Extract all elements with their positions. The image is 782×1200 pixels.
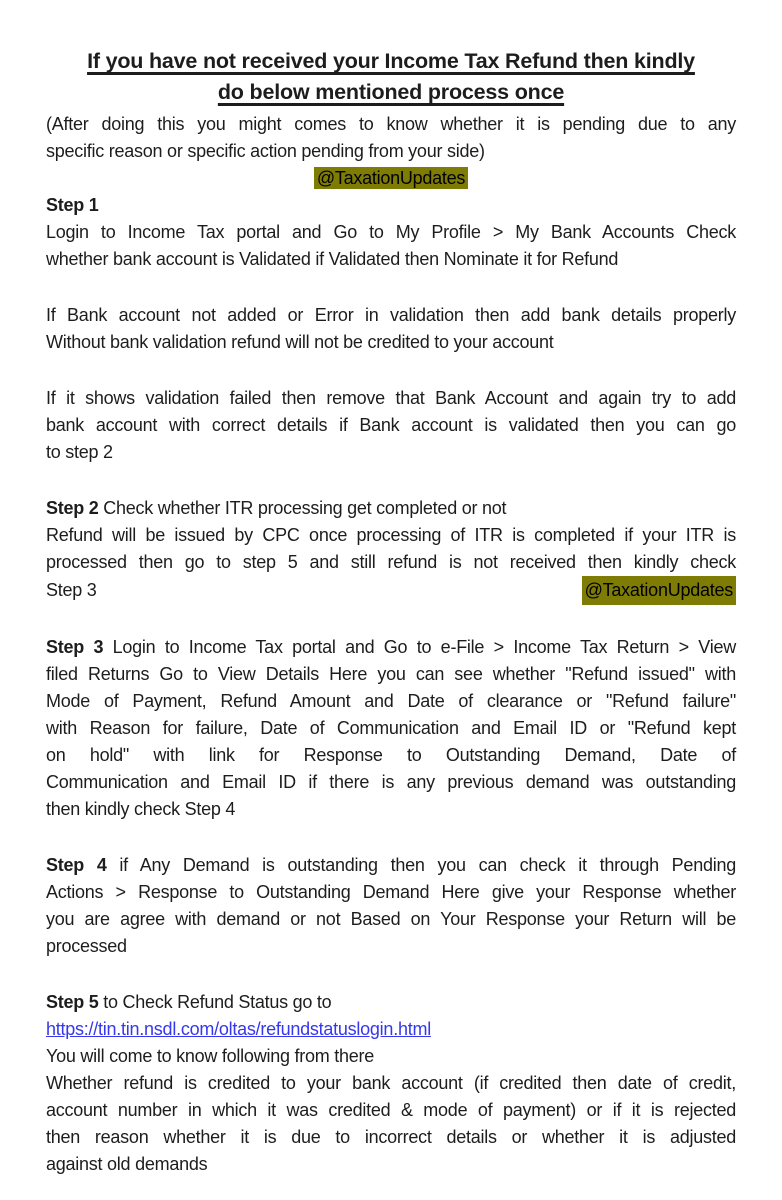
step-label: Step 3 (46, 637, 104, 657)
text-segment: If it shows validation failed then remove that Bank Account and again try to add (46, 388, 736, 408)
text-line (46, 549, 736, 576)
text-line (46, 879, 736, 906)
text-line (46, 1097, 736, 1124)
text-line (46, 246, 736, 273)
text-line (46, 933, 736, 960)
text-segment: on hold" with link for Response to Outstanding Demand, Date of (46, 745, 736, 765)
step-label: Step 5 (46, 992, 99, 1012)
text-line (46, 302, 736, 329)
step-label: Step 1 (46, 195, 99, 215)
text-segment: Actions > Response to Outstanding Demand Here give your Response whether (46, 882, 736, 902)
text-segment: Mode of Payment, Refund Amount and Date of clearance or "Refund failure" (46, 691, 736, 711)
text-line (46, 989, 736, 1016)
text-segment: with Reason for failure, Date of Communication and Email ID or "Refund kept (46, 718, 736, 738)
blank-line (46, 823, 736, 852)
text-line (46, 219, 736, 246)
text-line (46, 1070, 736, 1097)
text-segment: Check whether ITR processing get completed or not (98, 498, 507, 518)
text-segment: filed Returns Go to View Details Here you can see whether "Refund issued" with (46, 664, 736, 684)
text-line (46, 1151, 736, 1178)
text-line (46, 111, 736, 138)
text-line (46, 852, 736, 879)
text-segment: bank account with correct details if Bank account is validated then you can go (46, 415, 736, 435)
title-line: do below mentioned process once (217, 80, 565, 104)
text-segment: account number in which it was credited & mode of payment) or if it is rejected (46, 1100, 736, 1120)
text-line (46, 634, 736, 661)
text-line (46, 165, 736, 192)
text-line (46, 522, 736, 549)
text-line (46, 688, 736, 715)
document-title (46, 46, 736, 108)
text-segment: Communication and Email ID if there is any previous demand was outstanding (46, 772, 736, 792)
blank-line (46, 356, 736, 385)
title-line: If you have not received your Income Tax Refund then kindly (87, 49, 695, 73)
text-line (46, 495, 736, 522)
text-segment: specific reason or specific action pending from your side) (46, 141, 485, 161)
text-segment: You will come to know following from there (46, 1046, 374, 1066)
text-line (46, 192, 736, 219)
text-segment: then kindly check Step 4 (46, 799, 236, 819)
text-segment: you are agree with demand or not Based on Your Response your Return will be (46, 909, 736, 929)
text-segment: to step 2 (46, 442, 113, 462)
text-line (46, 796, 736, 823)
text-segment: Login to Income Tax portal and Go to e-File > Income Tax Return > View (103, 637, 736, 657)
document-body (46, 111, 736, 1178)
text-line (46, 1043, 736, 1070)
text-segment: Without bank validation refund will not be credited to your account (46, 332, 554, 352)
text-segment: Refund will be issued by CPC once processing of ITR is completed if your ITR is (46, 525, 736, 545)
text-segment: if Any Demand is outstanding then you can check it through Pending (106, 855, 736, 875)
text-line (46, 1016, 736, 1043)
text-segment: If Bank account not added or Error in validation then add bank details properly (46, 305, 736, 325)
text-line (46, 769, 736, 796)
text-segment: processed (46, 936, 127, 956)
text-segment: Login to Income Tax portal and Go to My Profile > My Bank Accounts Check (46, 222, 736, 242)
text-line (46, 329, 736, 356)
text-segment: whether bank account is Validated if Validated then Nominate it for Refund (46, 249, 619, 269)
taxation-updates-highlight: @TaxationUpdates (314, 167, 468, 189)
blank-line (46, 605, 736, 634)
text-line (46, 412, 736, 439)
text-line (46, 576, 736, 605)
text-line (46, 385, 736, 412)
step-label: Step 4 (46, 855, 107, 875)
text-segment: processed then go to step 5 and still refund is not received then kindly check (46, 552, 736, 572)
text-segment: Whether refund is credited to your bank account (if credited then date of credit, (46, 1073, 736, 1093)
text-segment: to Check Refund Status go to (98, 992, 332, 1012)
blank-line (46, 273, 736, 302)
text-line (46, 1124, 736, 1151)
refund-status-link[interactable]: https://tin.tin.nsdl.com/oltas/refundstatuslogin.html (46, 1019, 431, 1039)
text-line (46, 715, 736, 742)
text-line (46, 742, 736, 769)
text-segment: Step 3 (46, 580, 97, 600)
text-line (46, 138, 736, 165)
text-segment: (After doing this you might comes to know whether it is pending due to any (46, 114, 736, 134)
step-label: Step 2 (46, 498, 99, 518)
text-line (46, 439, 736, 466)
taxation-updates-highlight: @TaxationUpdates (582, 576, 736, 605)
text-line (46, 661, 736, 688)
blank-line (46, 466, 736, 495)
text-segment: then reason whether it is due to incorrect details or whether it is adjusted (46, 1127, 736, 1147)
text-line (46, 906, 736, 933)
blank-line (46, 960, 736, 989)
text-segment: against old demands (46, 1154, 208, 1174)
